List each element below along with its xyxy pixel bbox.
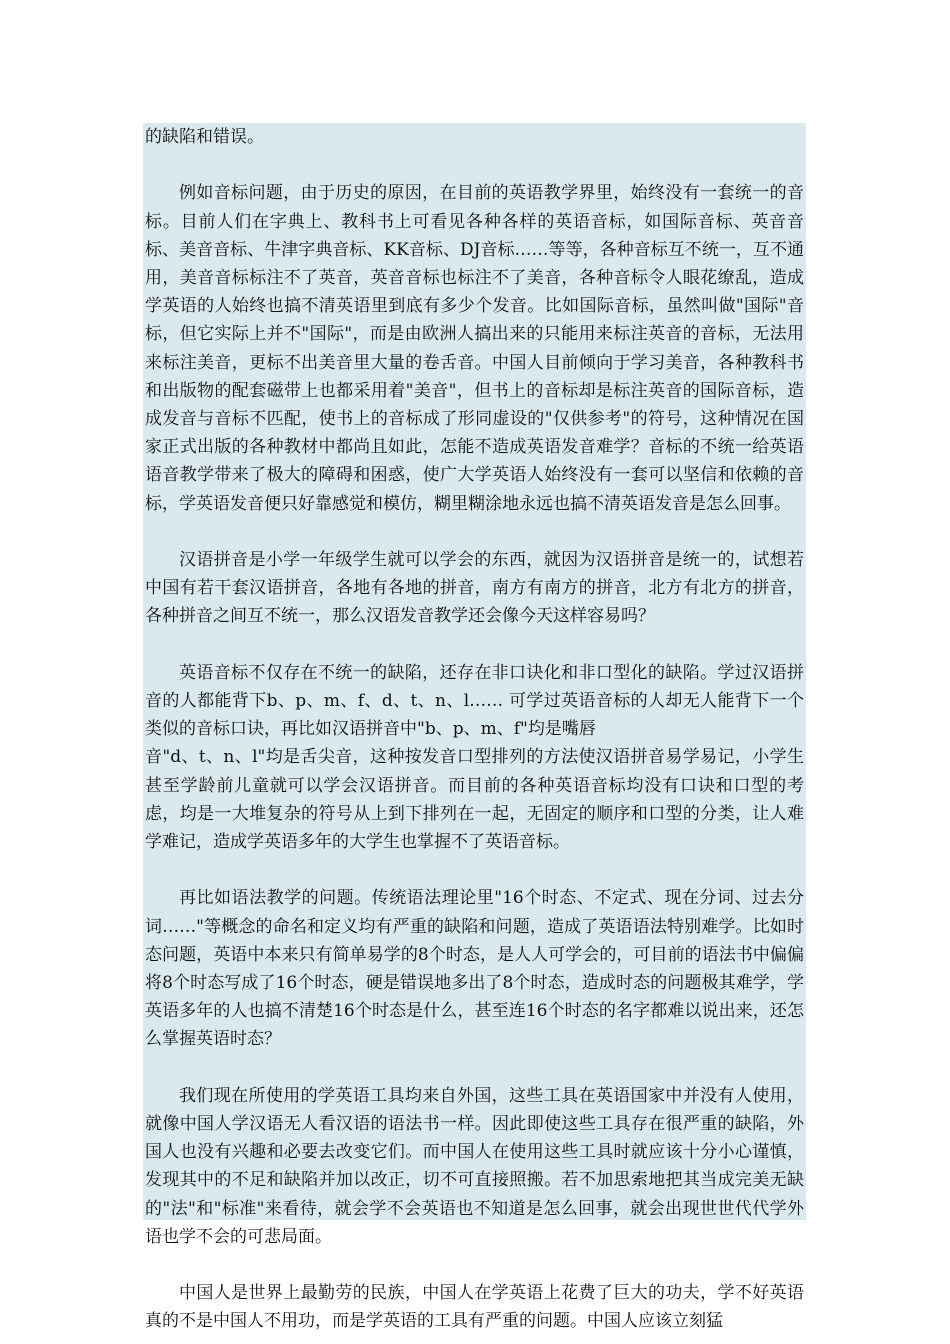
paragraph-gap [145, 631, 804, 659]
paragraph-1: 的缺陷和错误。 [145, 127, 264, 147]
paragraph-gap [145, 518, 804, 546]
paragraph-5: 再比如语法教学的问题。传统语法理论里"16个时态、不定式、现在分词、过去分词……"等概念的命名和定义均有严重的缺陷和问题，造成了英语语法特别难学。比如时态问题，英语中本来只有简单易学的8个时态，是人人可学会的，可目前的语法书中偏偏将8个时态写成了16个时态，硬是错误地多出了8个时态，造成时态的问题极其难学，学英语多年的人也搞不清楚16个时态是什么，甚至连16个时态的名字都难以说出来，还怎么掌握英语时态？ [145, 888, 804, 1050]
paragraph-4-continued: 音"d、t、n、l"均是舌尖音，这种按发音口型排列的方法使汉语拼音易学易记，小学生甚至学龄前儿童就可以学会汉语拼音。而目前的各种英语音标均没有口诀和口型的考虑，均是一大堆复杂的符号从上到下排列在一起，无固定的顺序和口型的分类，让人难学难记，造成学英语多年的大学生也掌握不了英语音标。 [145, 747, 804, 853]
text-block [143, 123, 806, 1332]
paragraph-gap [145, 1251, 804, 1279]
paragraph-gap [145, 151, 804, 179]
paragraph-3: 汉语拼音是小学一年级学生就可以学会的东西，就因为汉语拼音是统一的，试想若中国有若干套汉语拼音，各地有各地的拼音，南方有南方的拼音，北方有北方的拼音，各种拼音之间互不统一，那么汉语发音教学还会像今天这样容易吗？ [145, 550, 804, 627]
paragraph-4: 英语音标不仅存在不统一的缺陷，还存在非口诀化和非口型化的缺陷。学过汉语拼音的人都能背下b、p、m、f、d、t、n、l…… 可学过英语音标的人却无人能背下一个类似的音标口诀，再比如汉语拼音中"b、p、m、f"均是嘴唇 [145, 662, 804, 740]
paragraph-7: 中国人是世界上最勤劳的民族，中国人在学英语上花费了巨大的功夫，学不好英语真的不是中国人不用功，而是学英语的工具有严重的问题。中国人应该立刻猛 [145, 1283, 804, 1332]
paragraph-6: 我们现在所使用的学英语工具均来自外国，这些工具在英语国家中并没有人使用，就像中国人学汉语无人看汉语的语法书一样。因此即使这些工具存在很严重的缺陷，外国人也没有兴趣和必要去改变它们。而中国人在使用这些工具时就应该十分小心谨慎，发现其中的不足和缺陷并加以改正，切不可直接照搬。若不加思索地把其当成完美无缺的"法"和"标准"来看待，就会学不会英语也不知道是怎么回事，就会出现世世代代学外语也学不会的可悲局面。 [145, 1085, 804, 1247]
paragraph-gap [145, 1054, 804, 1082]
paragraph-gap [145, 856, 804, 884]
paragraph-2: 例如音标问题，由于历史的原因，在目前的英语教学界里，始终没有一套统一的音标。目前人们在字典上、教科书上可看见各种各样的英语音标，如国际音标、英音音标、美音音标、牛津字典音标、KK音标、DJ音标……等等，各种音标互不统一，互不通用，美音音标标注不了英音，英音音标也标注不了美音，各种音标令人眼花缭乱，造成学英语的人始终也搞不清英语里到底有多少个发音。比如国际音标，虽然叫做"国际"音标，但它实际上并不"国际"，而是由欧洲人搞出来的只能用来标注英音的音标，无法用来标注美音，更标不出美音里大量的卷舌音。中国人目前倾向于学习美音，各种教科书和出版物的配套磁带上也都采用着"美音"，但书上的音标却是标注英音的国际音标，造成发音与音标不匹配，使书上的音标成了形同虚设的"仅供参考"的符号，这种情况在国家正式出版的各种教材中都尚且如此，怎能不造成英语发音难学？音标的不统一给英语语音教学带来了极大的障碍和困惑，使广大学英语人始终没有一套可以坚信和依赖的音标，学英语发音便只好靠感觉和模仿，糊里糊涂地永远也搞不清英语发音是怎么回事。 [145, 183, 804, 514]
